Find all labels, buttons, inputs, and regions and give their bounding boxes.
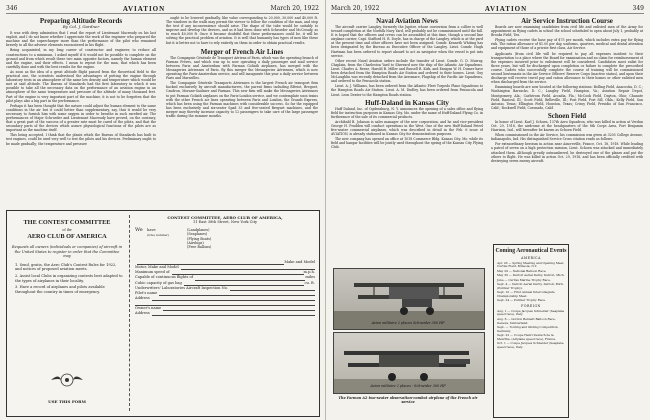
field-label: Address	[135, 295, 150, 300]
photo-top-caption: Avion militaire 2 places Schneider 300 HP	[371, 321, 445, 325]
form-field-row	[135, 311, 315, 316]
registration-form	[135, 215, 315, 316]
figure-caption: The Farman A2 two-seater observation-combat airplane of the French air service	[338, 396, 478, 405]
paragraph: When commissioned in the Air Service, his commission was given at 3205 College Avenue, Indianapolis, Ind. His distinguished Service Cross citation reads as follows:	[491, 133, 643, 142]
form-type-option[interactable]: (Landplanes)	[187, 228, 210, 233]
paragraph: For extraordinary heroism in action near Aincreville, France, Oct. 18, 1918. While leading a patrol of seven on a high protection mission, Lieut. Schoen was attacked and immediately attacked them. Although greatly outnumbered, he destroyed one of the planes and put the others to flight. He was killed in action Oct. 29, 1918, and has been officially credited with destroying seven enemy aircraft.	[491, 142, 643, 163]
event-item: May 30 — Detroit Aerial Derby, Detroit, Mich.	[497, 273, 565, 278]
form-type-option[interactable]: (Airships)	[187, 240, 204, 245]
contest-intro: Requests all owners (individuals or companies) of aircraft in the United States to register in order that the Committee may	[11, 245, 123, 259]
article-naval-news	[331, 16, 483, 176]
event-item: Aug. 6 — Gordon Bennett Balloon Race, Geneva, Switzerland.	[497, 316, 556, 325]
paragraph: Boards are now examining candidates from civil life and enlisted men of the Army for appointment as flying cadets in school the school scheduled to open about July 1, probably at Brooks Field, Tex.	[491, 25, 643, 38]
paragraph: Examining boards are now located at the following stations: Bolling Field, Anacostia, D. C.; Washington Barracks, D. C.; Langley Field, Hampton, Va.; Aviation Repair Depot, Montgomery, Ala.; Carlstrom Field, Arcadia, Fla.; McCook Field, Dayton, Ohio; Chanute Field, Rantoul, Ill.; Scott Field, Belleville, Ill.; Post Field, Fort Sill, Okla.; Kelly Field, San Antonio, Texas; Ellington Field, Houston, Texas; Crissy Field, Presidio of San Francisco, Calif.; Rockwell Field, Coronado, Calif.	[491, 85, 643, 110]
field-unit: cu. ft.	[304, 280, 315, 285]
field-label: Address	[135, 311, 150, 316]
paragraph: Huff Daland, Inc. of Ogdensburg, N. Y. announces the opening of a sales office and flying field for instruction purposes in Kansas City, Mo. under the name of Huff-Daland Flying Co. in furtherance of the sale of its commercial products.	[331, 106, 483, 119]
paragraph: Perhaps it has been thought that the nature could adjust the human element to the same conditions in the air but it could better than supplementary, say, that it would be very necessary to furnish him with some oxygen in order to breathe in such rarefied air. The performances of Major Schroeder and Lieutenant Macready have proved, on the contrary, that a great part of the success of a greater rate must be cared of the pilots, and that the secondary parts of the devices which assure physiological functions of the pilots are as important as the machine itself.	[6, 103, 156, 133]
paragraph: Being acquainted, in my long career of constructor and engineer, to reduce all constructions to a minimum, I asked myself if it would not be possible to complete on the ground and from which result these two main opposite factors, namely the human element and the engine, and their effects. I mean to repeat for the man, that which has been carefully done and with the best results for the engine.	[6, 48, 156, 69]
use-this-form-label: USE THIS FORM	[48, 399, 86, 404]
paragraph: The Compagnie Générale Transports Aériennes is the largest French air transport firm backed exclusively by aircraft manufacturers, the parent firms including Blériot, Breguet, Caudron, Morane-Saulnier and Farman. This new firm will make the Messageries Aériennes to put Farman Goliath airplanes on the Paris-London service, and we contemplate soon trains with the other French air lines operating between Paris and London, the Grands Express, which has been using the Farman machines with considerable success. So far the equipped has been exclusively and six-seater Spad 33 and five-seated Breguet machines, and the merger may thereby increase capacity to 12 passengers to take care of the large passenger traffic during the summer months.	[166, 81, 318, 118]
event-item: May 29 — National Balloon Race.	[497, 268, 547, 273]
article-merger-title: Merger of French Air Lines	[200, 47, 284, 56]
events-list	[494, 262, 568, 350]
form-type-option[interactable]: (Free Ballons)	[187, 245, 212, 249]
field-label: Motor, Make and Model	[135, 265, 179, 270]
article-instruction-course	[491, 16, 643, 241]
form-have-label: have	[147, 228, 156, 233]
event-item: Oct. 1 — Coupe Jacques Schneider (Seaplane speed race), Italy.	[497, 341, 564, 350]
paragraph: This being accepted, I think that the plants which the Bureau of Standards has built to test engines, could be used very well to test the pilots and his devices. Preliminary ought to be made gradually; the temperature and pressure	[6, 133, 156, 146]
paragraph: Other recent Naval Aviation orders include the transfer of Lieut. Comdr. G. D. Murray, Chaplain, from the Charleston Yard to Sherrard now the ship of the Atlantic Air Squadrons. Lieut. Charles A. Reese, Harold B. Miller and Russell R. Kirk, and Ensigns W. H. Dumer have been detached from the Hampton Roads Air Station and ordered to their homes. Lieut. Guy McLaughlin was recently detached from the Aeromare, Flagship of the Pacific Air Squadrons, and ordered to the Pensacola station.	[331, 58, 483, 84]
article-altitude-records-title: Preparing Altitude Records	[39, 17, 123, 25]
field-label: Pilot's name	[135, 290, 158, 295]
contest-item: 2. Assist local Clubs in organizing contests best adapted to the types of airplanes in their locality.	[15, 273, 123, 283]
right-page-header	[331, 4, 644, 14]
paragraph: The new company has opened an office at 1018 Commerce Bldg. Kansas City, Mo. while its field and hangar facilities will be jointly used throughout the spring of the Kansas City Flying Club.	[331, 137, 483, 150]
paragraph: The Compagnie Générale de Transport Aériens of Paris, which was the operating branch of Farman Frères, and which was up to now operating a daily passenger and mail service between Paris and Amsterdam with Farman Goliath airplanes, has merged with the Messageries Aériennes of Paris. By this merger the Messageries Aériennes, which is now operating the Paris-Amsterdam service, and will inaugurate this year a daily service between Paris and Marseilles.	[166, 55, 318, 81]
form-type-list	[187, 228, 211, 249]
paragraph: Flying cadets receive the base pay of $75 per month, which includes extra pay for flying risk. The ration allowance of $1.00 per day, uniforms, quarters, medical and dental attention and equipment of those of a private first class, Air Service.	[491, 38, 643, 51]
cut-line	[129, 215, 130, 411]
event-item: Sept. — Touring and Gliding Competition, Germany.	[497, 324, 559, 333]
form-give-number-label: (Give number)	[147, 233, 169, 238]
contest-title-line2: of the	[62, 227, 72, 233]
form-heading: CONTEST COMMITTEE, AERO CLUB OF AMERICA,	[167, 215, 283, 220]
event-item: Sept. 22 — Coupe Henri Deutsch de la Meurthe, (Airplane speed race), France.	[497, 333, 557, 341]
paragraph: As soon as the idea of a great altitude flight passed from the theoretical field to the practical one, the scientists understood the advantages of putting the engine through laboratory tests in an atmosphere of the same low density and temperature which would be met at said altitude. The Bureau of Standards had the first laboratory in which it was possible to take all the necessary data on the performance of an aviation engine in an atmosphere of the same temperature and pressure of the altitude of many thousand feet. Part of the engine is very important part of the machine, it is not to be forgotten that the pilot plays also a big part in the performance.	[6, 69, 156, 103]
paragraph: ought to be lowered gradually, like value corresponding to 20,000, 30,000 and 40,000 ft. The windows in the walls may permit the viewer to follow the condition of the man, and stop the test if any inconvenience should arise. The shape of the tube would be suitably to improve and develop the devices, and as it had been done with Schroeder and McCready, as to reach 40,000 ft. Once it became doubtful that these performances could be, it will be solving the practical problem of aviation. It is well that humanity has types of men like these but it is better not to have to rely entirely on them in order to obtain practical results.	[166, 16, 318, 45]
form-have-block	[147, 228, 187, 238]
left-page-number: 346	[6, 5, 18, 12]
article-altitude-records-byline: By Col. J. Gardner	[62, 24, 100, 29]
article-altitude-records-col1	[6, 16, 156, 208]
form-address: 11 East 38th Street, New York City	[192, 220, 258, 225]
form-we-label: We	[135, 227, 143, 234]
paragraph: In honor of Lieut. Karl J. Schoen, 137th Aero Squadron, who was killed in action at Verdun Oct. 29, 1918, the airdrome at the headquarters of the 8th Corps Area, Fort Benjamin Harrison, Ind., will hereafter be known as Schoen Field.	[491, 119, 643, 133]
right-page-header-date: March 20, 1922	[331, 5, 380, 12]
aero-club-emblem	[49, 369, 85, 391]
field-label: Owner's name	[135, 305, 162, 310]
article-altitude-records-col2	[166, 16, 318, 208]
event-item: Apr. 20 — Spring Meeting and Opening Meet, Curtiss Field, Mineola, N.Y.	[497, 260, 565, 269]
field-unit: miles	[305, 275, 315, 280]
left-page-header-date: March 20, 1922	[270, 5, 319, 12]
contest-item: 1. Send, gratis, the Aero Club's Contest Rules for 1922, and notices of proposed aviation meets.	[15, 262, 117, 272]
make-model-label: Make and Model	[284, 260, 315, 265]
contest-committee-box	[6, 210, 320, 417]
field-blank[interactable]	[152, 311, 315, 316]
field-label: Cubic capacity of gas bag	[135, 280, 182, 285]
right-page-number: 349	[632, 5, 644, 12]
biplane-photo-icon	[334, 269, 484, 329]
contest-box-text	[11, 245, 123, 296]
events-subtitle: AMERICA	[521, 255, 541, 260]
contest-title-line3: AERO CLUB OF AMERICA	[27, 233, 107, 241]
events-foreign-heading: FOREIGN	[521, 304, 541, 309]
left-page-header	[6, 4, 319, 14]
event-item: Sept. 10 — First Annual Intercollegiate Championship Meet.	[497, 290, 555, 298]
article-naval-news-title: Naval Aviation News	[376, 17, 438, 25]
paragraph: It was with deep admiration that I read the report of Lieutenant Macready on his last exploit, and I do not know whether I appreciate the work of the engineer who prepared the machine and the supercharger more than the performance of the pilot who remained bravely to all the adverse elements encountered in his flight.	[6, 31, 156, 48]
event-item: Sept. 4 — Detroit Aerial Derby, Detroit, Mich. (Pulitzer Trophy).	[497, 281, 564, 290]
field-label: Maximum speed of	[135, 270, 170, 275]
field-unit: m.p.h.	[303, 270, 315, 275]
right-page	[325, 0, 650, 420]
photo-bottom-caption: Avion militaire 2 places - Schneider 300 HP	[370, 384, 446, 388]
events-title: Coming Aeronautical Events	[495, 248, 567, 254]
event-item: June — Curtiss Marine Trophy Race.	[497, 277, 551, 282]
paragraph: Archibald B. Johnson is sales manager of the new corporation, and he and vice-president George H. Prudden will conduct operations in the West. One of the new Huff-Daland Petrel five-seater commercial airplanes, which was described in detail in the Feb. 6 issue of AVIATION, is already stationed in Kansas City for demonstration purposes.	[331, 119, 483, 137]
paragraph: The aircraft carrier Langley, formerly the Jupiter, whose conversion from a collier is well toward completion at the Norfolk Navy Yard, will probably not be commissioned until the fall. It is hoped that the officers and crews can be assembled at this time, though a second line airplane carrier, Capt. Stafford H. R. Doyle, has in charge of the Langley, which is at the yard at the present time and other officers have not been assigned. Comdr. Kenneth Whiting has been designated by the Bureau as Executive Officer of the Langley. Lieut. Comdr. Hugh Hartman has been ordered to report aboard to act as navigator when the vessel is put into service.	[331, 25, 483, 58]
article-huff-daland-title: Huff-Daland in Kansas City	[365, 98, 449, 107]
article-schoen-field-title: Schoen Field	[547, 111, 587, 120]
contest-title-line1: THE CONTEST COMMITTEE	[23, 219, 111, 226]
form-fleet-row	[135, 228, 315, 260]
coming-events-box	[493, 244, 569, 418]
paragraph: Lieut. A. J. Williams, has been ordered from the Atlantic Fleet Torpedo Plane Squadrons to the Hampton Roads Air Station. Lieut. A. M. Dudley, has been ordered from Pensacola and Lieut. Leon Dexter to the Hampton Roads station.	[331, 84, 483, 97]
left-page-header-title: AVIATION	[122, 4, 166, 13]
contest-box-title	[7, 219, 127, 241]
form-type-option[interactable]: (Seaplanes)	[187, 232, 208, 237]
field-label: Capable of continuous flights of	[135, 275, 193, 280]
contest-item: 3. Have a record of airplanes and pilots available throughout the country in times of emergency.	[15, 285, 105, 294]
form-type-option[interactable]: (Flying Boats)	[187, 236, 212, 241]
field-label: Underwriters' Laboratories Aircraft Inspection No.	[135, 285, 229, 290]
article-instruction-course-title: Air Service Instruction Course	[521, 17, 613, 25]
event-item: Aug. 1 — Coupe Jacques Schneider (Seaplane speed race), Italy.	[497, 308, 565, 317]
right-page-header-title: AVIATION	[484, 4, 528, 13]
paragraph: Applicants (from civil life will be required to pay all expenses incident to their transportation to a place where the Board for examination and no claim for reimbursement of the expenses incurred prior to enlistment will be considered. Candidates must enlist for three years, but will be discharged upon completion or failure to complete the prescribed course. Cadets who successfully complete the course of training will be commissioned second lieutenants in the Air Service Officers' Reserve Corps (inactive status), and upon their discharge will receive travel pay and ration allowance to their homes or other enlisted men when discharged from the service.	[491, 51, 643, 85]
event-item: Sept. 24 — Pulitzer Trophy Race.	[497, 298, 546, 303]
